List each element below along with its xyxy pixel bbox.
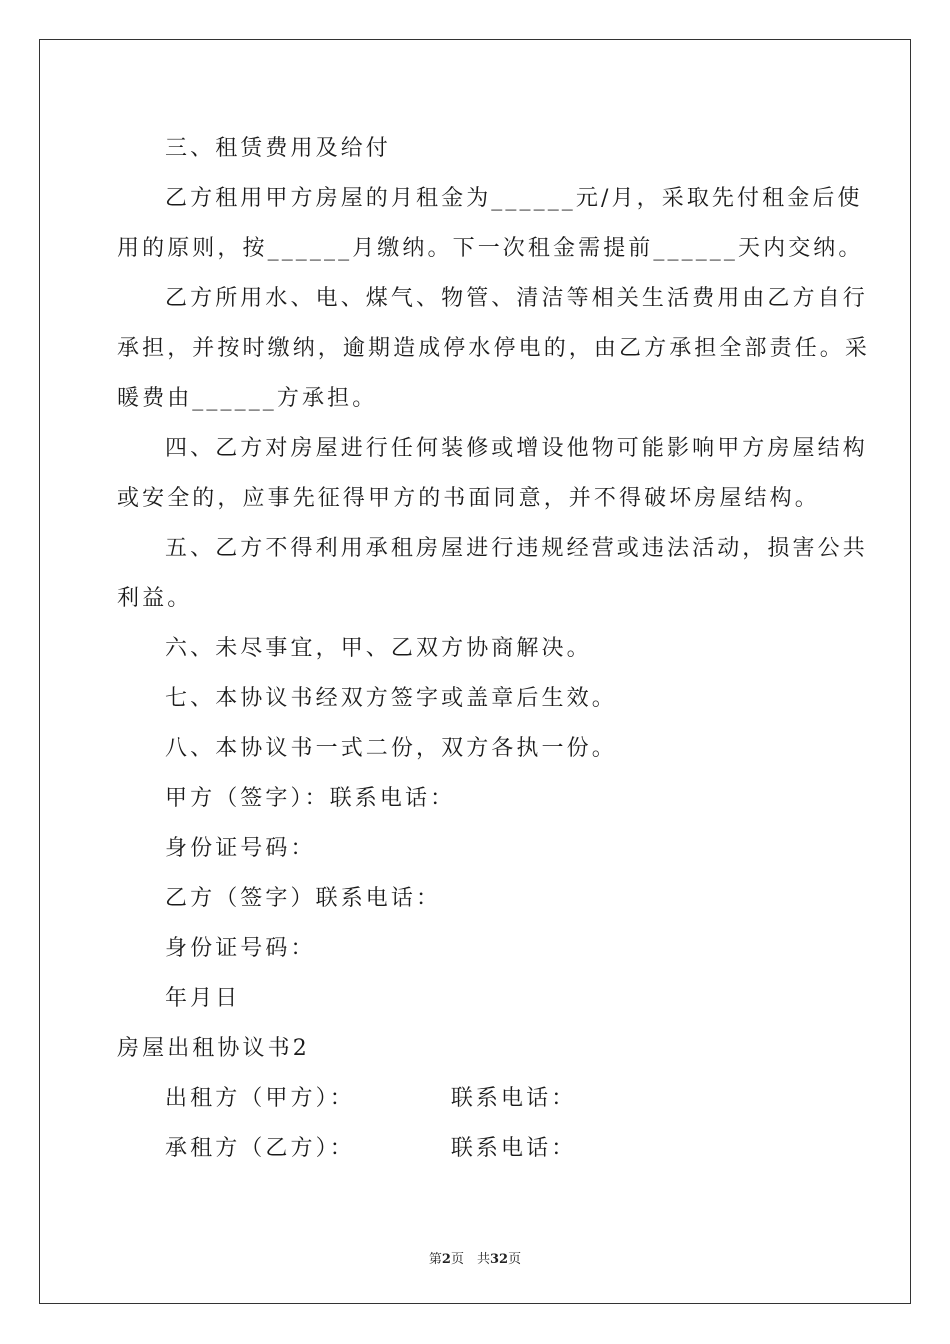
document-body [117, 124, 871, 1174]
paragraph-line: 用的原则，按______月缴纳。下一次租金需提前______天内交纳。 [117, 236, 864, 261]
paragraph-line: 利益。 [117, 586, 193, 611]
id-number-line-party-a: 身份证号码： [165, 836, 316, 861]
paragraph-line: 七、本协议书经双方签字或盖章后生效。 [165, 686, 617, 711]
paragraph-line: 八、本协议书一式二份，双方各执一份。 [165, 736, 617, 761]
paragraph-line: 五、乙方不得利用承租房屋进行违规经营或违法活动，损害公共 [165, 536, 868, 561]
footer-prefix: 第 [428, 1252, 442, 1267]
paragraph-line: 乙方租用甲方房屋的月租金为______元/月，采取先付租金后使 [165, 186, 863, 211]
lessor-phone-label: 联系电话： [450, 1086, 577, 1111]
paragraph-line: 四、乙方对房屋进行任何装修或增设他物可能影响甲方房屋结构 [165, 436, 868, 461]
paragraph-line: 六、未尽事宜，甲、乙双方协商解决。 [165, 636, 592, 661]
lessor-label: 出租方（甲方）： [165, 1086, 355, 1111]
lessor-row [117, 1074, 837, 1124]
total-page-number: 32 [489, 1252, 509, 1267]
page-footer [0, 1248, 950, 1267]
paragraph-line: 暖费由______方承担。 [117, 386, 378, 411]
paragraph-line: 承担，并按时缴纳，逾期造成停水停电的，由乙方承担全部责任。采 [117, 336, 871, 361]
signature-line-party-b: 乙方（签字）联系电话： [165, 886, 442, 911]
date-line: 年月日 [165, 986, 241, 1011]
paragraph-line: 或安全的，应事先征得甲方的书面同意，并不得破坏房屋结构。 [117, 486, 820, 511]
document-title: 房屋出租协议书2 [117, 1036, 310, 1061]
id-number-line-party-b: 身份证号码： [165, 936, 316, 961]
lessee-phone-label: 联系电话： [450, 1136, 577, 1161]
signature-line-party-a: 甲方（签字）：联系电话： [165, 786, 456, 811]
lessee-row [117, 1124, 837, 1174]
paragraph-line: 乙方所用水、电、煤气、物管、清洁等相关生活费用由乙方自行 [165, 286, 868, 311]
footer-mid: 页 共 [450, 1252, 490, 1267]
footer-suffix: 页 [508, 1252, 522, 1267]
section-heading: 三、租赁费用及给付 [165, 136, 391, 161]
current-page-number: 2 [441, 1252, 451, 1267]
lessee-label: 承租方（乙方）： [165, 1136, 355, 1161]
